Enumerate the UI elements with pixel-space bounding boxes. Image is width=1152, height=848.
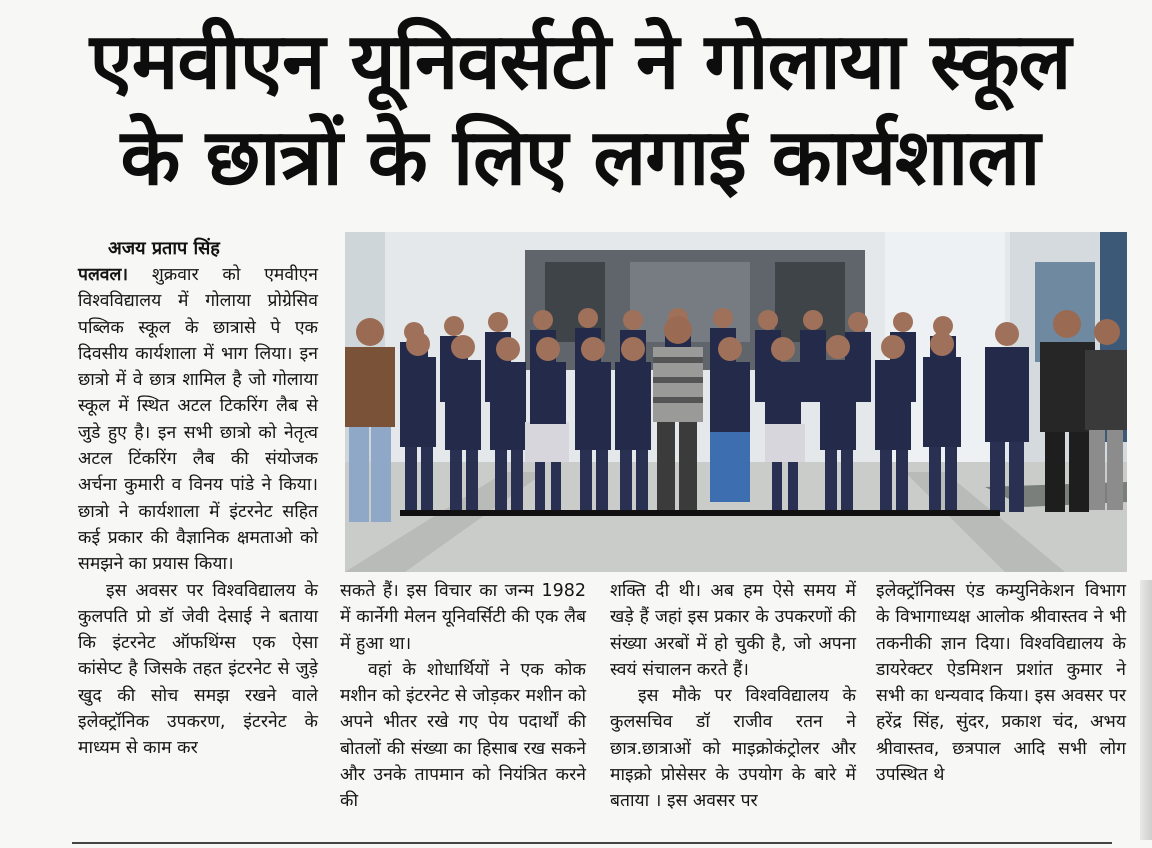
paragraph [78,262,318,578]
headline-line-2: के छात्रों के लिए लगाई कार्यशाला [120,113,1040,203]
article-column-2 [340,578,586,815]
paragraph: शक्ति दी थी। अब हम ऐसे समय में खड़े हैं जहां इस प्रकार के उपकरणों की संख्या अरबों में हो चुकी है, जो अपना स्वयं संचालन करते हैं। [610,581,856,680]
paragraph: इस अवसर पर विश्वविद्यालय के कुलपति प्रो डॉ जेवी देसाई ने बताया कि इंटरनेट ऑफथिंग्स एक ऐसा कांसेप्ट है जिसके तहत इंटरनेट से जुड़े खुद की सोच समझ रखने वाले इलेक्ट्रॉनिक उपकरण, इंटरनेट के माध्यम से काम कर [78,580,318,759]
byline: अजय प्रताप सिंह [108,238,220,259]
paragraph: वहां के शोधार्थियों ने एक कोक मशीन को इंटरनेट से जोड़कर मशीन को अपने भीतर रखे गए पेय पदार्थों की बोतलों की संख्या का हिसाब रख सकने और उनके तापमान को नियंत्रित करने की [340,659,586,812]
bottom-rule [72,842,1112,844]
article-column-4 [876,578,1126,788]
article-column-3 [610,578,856,815]
article-column-1 [78,262,318,762]
group-photo [345,232,1127,572]
paragraph: इलेक्ट्रॉनिक्स एंड कम्युनिकेशन विभाग के विभागाध्यक्ष आलोक श्रीवास्तव ने भी तकनीकी ज्ञान दिया। विश्वविद्यालय के डायरेक्टर ऐडमिशन प्रशांत कुमार ने सभी का धन्यवाद किया। इस अवसर पर हरेंद्र सिंह, सुंदर, प्रकाश चंद, अभय श्रीवास्तव, छत्रपाल आदि सभी लोग उपस्थित थे [876,581,1126,786]
paragraph-text: शुक्रवार को एमवीएन विश्वविद्यालय में गोलाया प्रोग्रेसिव पब्लिक स्कूल के छात्रासे पे एक दिवसीय कार्यशाला में भाग लिया। इन छात्रो में वे छात्र शामिल है जो गोलाया स्कूल में स्थित अटल टिकरिंग लैब से जुडे हुए है। इन सभी छात्रो को नेतृत्व अटल टिंकरिंग लैब की संयोजक अर्चना कुमारी व विनय पांडे ने किया। छात्रो ने कार्यशाला में इंटरनेट सहित कई प्रकार की वैज्ञानिक क्षमताओ को समझने का प्रयास किया। [78,265,318,575]
group-photo-illustration [345,232,1127,572]
adjacent-article-edge [1140,580,1152,840]
headline-line-1: एमवीएन यूनिवर्सटी ने गोलाया स्कूल [89,17,1071,107]
dateline: पलवल। [78,265,129,285]
headline [20,14,1140,206]
paragraph: सकते हैं। इस विचार का जन्म 1982 में कार्नेगी मेलन यूनिवर्सिटी की एक लैब में हुआ था। [340,581,586,654]
paragraph: इस मौके पर विश्वविद्यालय के कुलसचिव डॉ राजीव रतन ने छात्र.छात्राओं को माइक्रोकंट्रोलर और माइक्रो प्रोसेसर के उपयोग के बारे में बताया । इस अवसर पर [610,686,856,812]
